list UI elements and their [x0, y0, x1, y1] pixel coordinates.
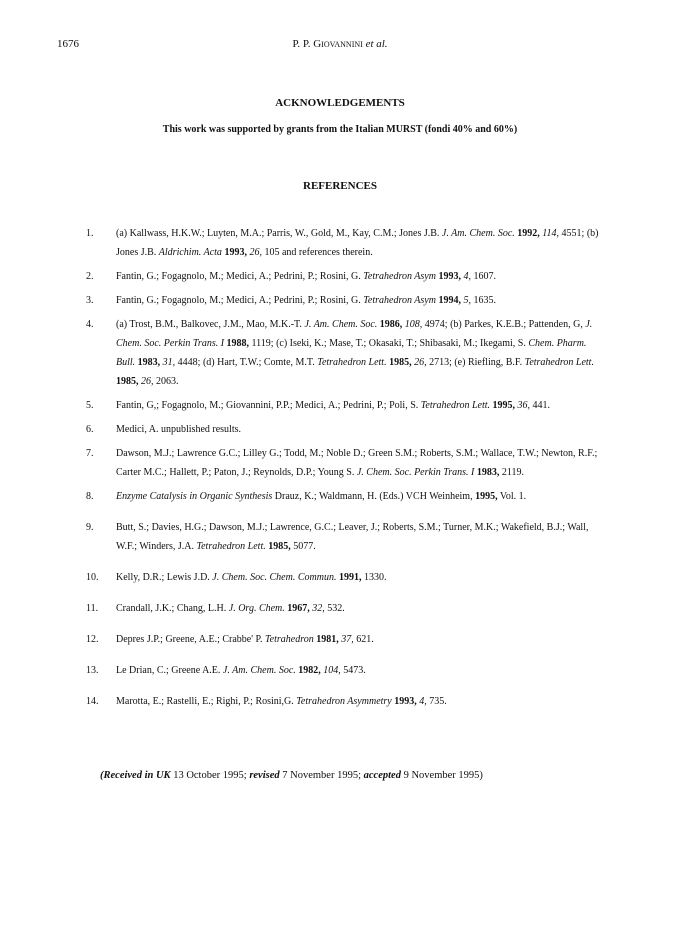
- reference-text: [116, 424, 241, 435]
- running-head: [0, 38, 680, 50]
- reference-number: 14.: [86, 696, 99, 707]
- reference-segment: Fantin, G.; Fogagnolo, M.; Medici, A.; Pedrini, P.; Rosini, G.: [116, 295, 364, 306]
- reference-segment: Dawson, M.J.; Lawrence G.C.; Lilley G.; Todd, M.; Noble D.; Green S.M.; Roberts, S.M.; Wallace, T.W.; Newton, R.F.; Carter M.C.; Hallett, P.; Paton, J.; Reynolds, D.P.; Young S.: [116, 448, 598, 478]
- reference-segment: Aldrichim. Acta: [158, 247, 222, 258]
- reference-segment: 32,: [312, 603, 325, 614]
- reference-segment: 1992,: [517, 228, 540, 239]
- reference-segment: 532.: [324, 603, 345, 614]
- reference-segment: 1967,: [287, 603, 310, 614]
- reference-segment: Crandall, J.K.; Chang, L.H.: [116, 603, 229, 614]
- revised-date: 7 November 1995;: [282, 770, 362, 781]
- reference-item: [86, 224, 606, 262]
- reference-text: [116, 448, 597, 478]
- reference-number: 1.: [86, 228, 94, 239]
- reference-segment: Tetrahedron Lett.: [524, 357, 594, 368]
- reference-segment: 1995,: [492, 400, 516, 411]
- reference-segment: 1986,: [379, 319, 403, 330]
- reference-segment: 1991,: [338, 572, 362, 583]
- reference-item: [86, 518, 606, 556]
- reference-list: [86, 224, 606, 716]
- reference-segment: 1993,: [224, 247, 247, 258]
- reference-segment: (a) Kallwass, H.K.W.; Luyten, M.A.; Parris, W., Gold, M., Kay, C.M.; Jones J.B.: [116, 228, 442, 239]
- reference-item: [86, 487, 606, 506]
- reference-segment: Kelly, D.R.; Lewis J.D.: [116, 572, 213, 583]
- reference-segment: Tetrahedron Asymmetry: [296, 696, 392, 707]
- reference-segment: Tetrahedron Lett.: [317, 357, 387, 368]
- reference-segment: 26,: [414, 357, 427, 368]
- reference-segment: 4,: [419, 696, 427, 707]
- reference-text: [116, 696, 447, 707]
- reference-segment: Le Drian, C.; Greene A.E.: [116, 665, 223, 676]
- running-head-et-al: et al.: [365, 38, 388, 50]
- reference-number: 8.: [86, 491, 94, 502]
- reference-text: [116, 295, 496, 306]
- reference-segment: Marotta, E.; Rastelli, E.; Righi, P.; Rosini,G.: [116, 696, 297, 707]
- reference-segment: 1985,: [268, 541, 291, 552]
- reference-text: [116, 319, 594, 387]
- reference-segment: 5077.: [290, 541, 316, 552]
- reference-segment: 735.: [426, 696, 447, 707]
- reference-segment: J. Org. Chem.: [228, 603, 285, 614]
- reference-segment: 1607.: [470, 271, 496, 282]
- reference-segment: 1993,: [394, 696, 417, 707]
- reference-segment: J. Chem. Soc. Chem. Commun.: [212, 572, 337, 583]
- reference-text: [116, 522, 588, 552]
- reference-text: [116, 603, 345, 614]
- reference-text: [116, 400, 550, 411]
- reference-segment: 4448; (d) Hart, T.W.; Comte, M.T.: [175, 357, 318, 368]
- reference-segment: Fantin, G,; Fogagnolo, M.; Giovannini, P.P.; Medici, A.; Pedrini, P.; Poli, S.: [116, 400, 421, 411]
- reference-item: [86, 568, 606, 587]
- reference-item: [86, 315, 606, 391]
- reference-number: 13.: [86, 665, 99, 676]
- reference-segment: 1994,: [438, 295, 461, 306]
- reference-segment: 1982,: [298, 665, 321, 676]
- acknowledgements-heading: ACKNOWLEDGEMENTS: [275, 97, 405, 109]
- reference-number: 5.: [86, 400, 94, 411]
- reference-item: [86, 661, 606, 680]
- reference-segment: 1985,: [116, 376, 139, 387]
- reference-item: [86, 291, 606, 310]
- reference-segment: 1635.: [470, 295, 496, 306]
- reference-segment: 2063.: [153, 376, 179, 387]
- received-line: [100, 770, 483, 781]
- reference-number: 6.: [86, 424, 94, 435]
- reference-segment: 4974; (b) Parkes, K.E.B.; Pattenden, G,: [422, 319, 586, 330]
- reference-item: [86, 692, 606, 711]
- reference-segment: 1983,: [476, 467, 500, 478]
- references-heading: REFERENCES: [303, 180, 377, 192]
- reference-segment: 1330.: [361, 572, 387, 583]
- reference-segment: 1995,: [475, 491, 498, 502]
- reference-segment: 4551; (b) Jones J.B.: [116, 228, 599, 258]
- reference-text: [116, 271, 496, 282]
- reference-item: [86, 444, 606, 482]
- reference-number: 9.: [86, 522, 94, 533]
- reference-segment: 1988,: [226, 338, 250, 349]
- reference-segment: 4,: [463, 271, 471, 282]
- reference-item: [86, 630, 606, 649]
- reference-segment: Chem. Pharm. Bull.: [116, 338, 587, 368]
- received-label: (Received in UK: [100, 770, 171, 781]
- reference-segment: Tetrahedron Asym: [363, 295, 436, 306]
- reference-segment: Vol. 1.: [497, 491, 527, 502]
- reference-number: 10.: [86, 572, 99, 583]
- reference-segment: Tetrahedron: [265, 634, 314, 645]
- received-date: 13 October 1995;: [173, 770, 247, 781]
- page-number: 1676: [57, 38, 79, 50]
- reference-segment: 36,: [517, 400, 531, 411]
- reference-number: 12.: [86, 634, 99, 645]
- reference-segment: Depres J.P.; Greene, A.E.; Crabbe' P.: [116, 634, 265, 645]
- reference-number: 7.: [86, 448, 94, 459]
- accepted-label: accepted: [363, 770, 401, 781]
- reference-segment: 441.: [530, 400, 551, 411]
- reference-segment: Drauz, K.; Waldmann, H. (Eds.) VCH Weinheim,: [272, 491, 476, 502]
- reference-text: [116, 228, 599, 258]
- reference-number: 3.: [86, 295, 94, 306]
- reference-text: [116, 491, 526, 502]
- reference-number: 2.: [86, 271, 94, 282]
- reference-segment: J. Chem. Soc. Perkin Trans. I: [116, 319, 593, 349]
- reference-item: [86, 267, 606, 286]
- reference-segment: Tetrahedron Lett.: [420, 400, 491, 411]
- reference-segment: J. Chem. Soc. Perkin Trans. I: [356, 467, 475, 478]
- reference-text: [116, 572, 386, 583]
- reference-segment: Medici, A. unpublished results.: [116, 424, 241, 435]
- reference-segment: 114,: [542, 228, 560, 239]
- reference-segment: 5,: [463, 295, 471, 306]
- reference-segment: 621.: [353, 634, 374, 645]
- reference-segment: 31,: [162, 357, 176, 368]
- reference-text: [116, 634, 374, 645]
- reference-segment: Butt, S.; Davies, H.G.; Dawson, M.J.; Lawrence, G.C.; Leaver, J.; Roberts, S.M.; Turner, M.K.; Wakefield, B.J.; Wall, W.F.; Winders, J.A.: [116, 522, 589, 552]
- reference-segment: 1983,: [137, 357, 161, 368]
- reference-segment: (a) Trost, B.M., Balkovec, J.M., Mao, M.K.-T.: [116, 319, 305, 330]
- reference-segment: J. Am. Chem. Soc.: [304, 319, 378, 330]
- reference-number: 4.: [86, 319, 94, 330]
- reference-segment: Fantin, G.; Fogagnolo, M.; Medici, A.; Pedrini, P.; Rosini, G.: [116, 271, 364, 282]
- running-head-author: P. P. Giovannini: [292, 38, 363, 50]
- reference-item: [86, 599, 606, 618]
- reference-segment: 1119; (c) Iseki, K.; Mase, T.; Okasaki, T.; Shibasaki, M.; Ikegami, S.: [249, 338, 529, 349]
- revised-label: revised: [249, 770, 280, 781]
- reference-segment: 105 and references therein.: [261, 247, 373, 258]
- reference-segment: 26,: [249, 247, 262, 258]
- reference-item: [86, 396, 606, 415]
- reference-segment: Tetrahedron Asym: [363, 271, 436, 282]
- reference-segment: J. Am. Chem. Soc.: [222, 665, 296, 676]
- reference-text: [116, 665, 366, 676]
- reference-segment: 5473.: [340, 665, 366, 676]
- reference-segment: 108,: [404, 319, 423, 330]
- reference-segment: 26,: [141, 376, 154, 387]
- reference-item: [86, 420, 606, 439]
- reference-segment: 1993,: [438, 271, 461, 282]
- reference-segment: 2119.: [499, 467, 524, 478]
- reference-segment: Enzyme Catalysis in Organic Synthesis: [116, 491, 273, 502]
- reference-segment: Tetrahedron Lett.: [196, 541, 266, 552]
- accepted-date: 9 November 1995): [403, 770, 483, 781]
- reference-segment: 1981,: [316, 634, 339, 645]
- reference-segment: J. Am. Chem. Soc.: [441, 228, 515, 239]
- acknowledgements-text: This work was supported by grants from the Italian MURST (fondi 40% and 60%): [162, 124, 518, 135]
- reference-number: 11.: [86, 603, 99, 614]
- reference-segment: 37,: [341, 634, 354, 645]
- reference-segment: 104,: [323, 665, 341, 676]
- reference-segment: 2713; (e) Riefling, B.F.: [426, 357, 525, 368]
- reference-segment: 1985,: [389, 357, 412, 368]
